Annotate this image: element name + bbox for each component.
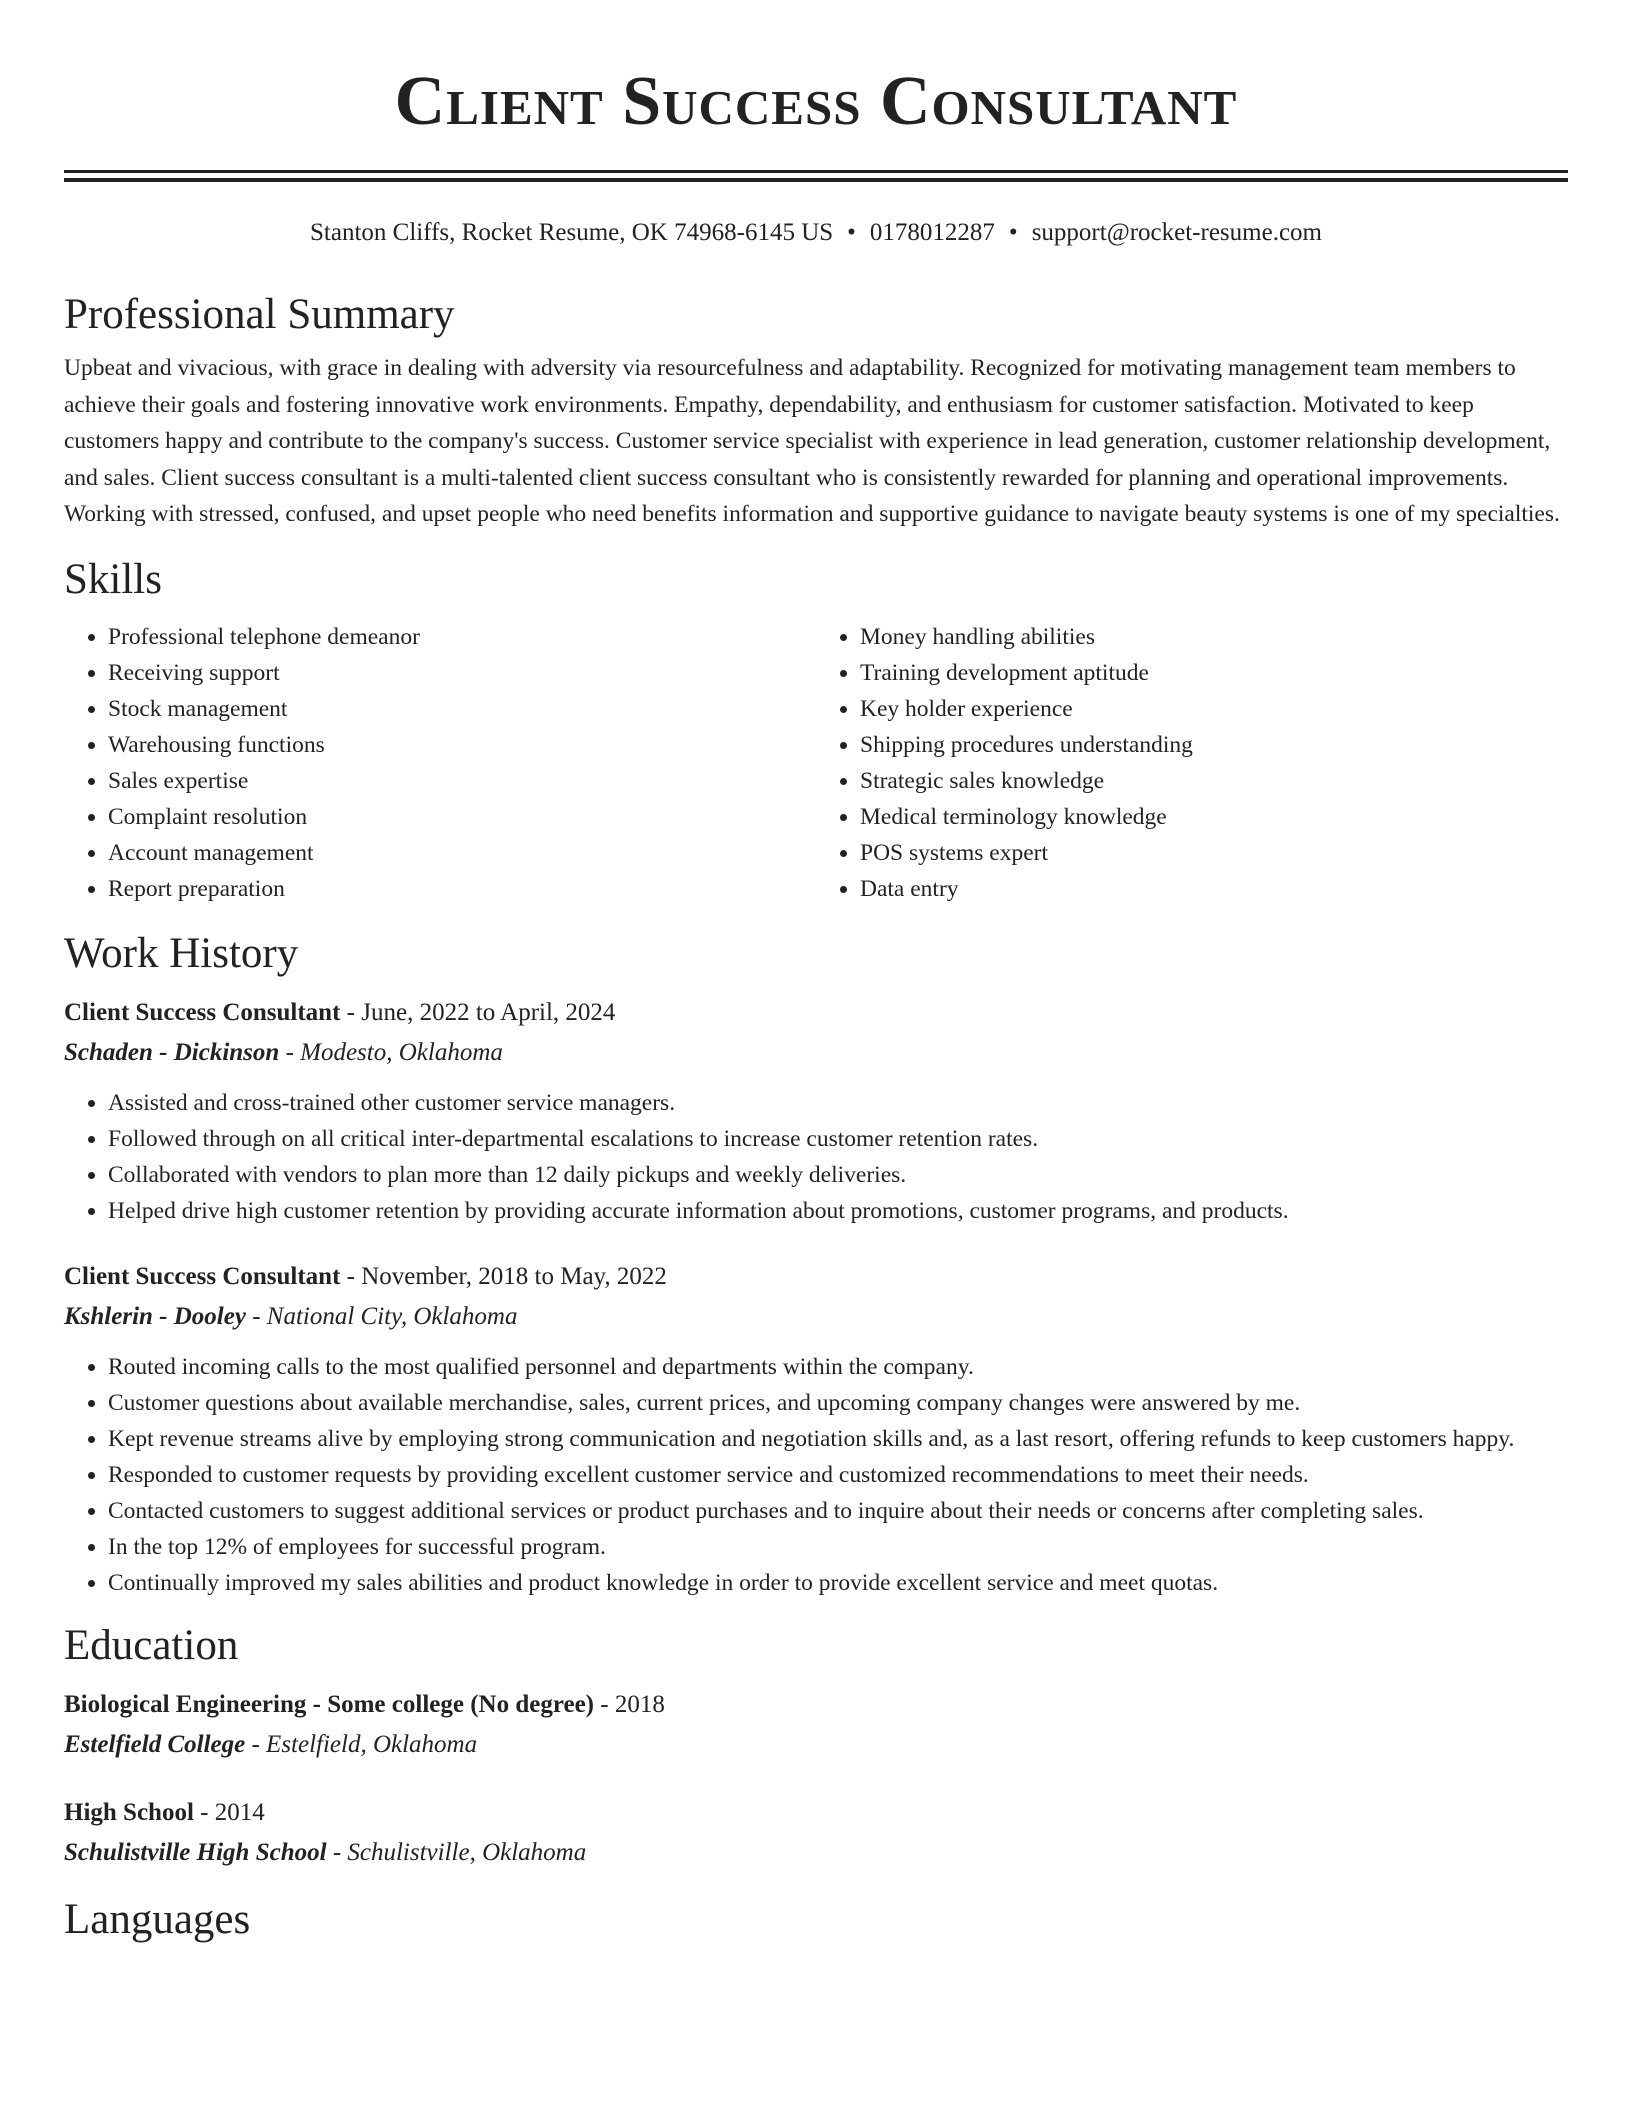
skill-item: • Professional telephone demeanor (108, 619, 816, 655)
job-bullets (64, 1085, 1568, 1229)
job-dates: - November, 2018 to May, 2022 (346, 1262, 667, 1290)
education-school-line (64, 1725, 1568, 1765)
skill-item: • Account management (108, 835, 816, 871)
job-dates: - June, 2022 to April, 2024 (346, 998, 616, 1026)
skill-item: • Strategic sales knowledge (860, 763, 1568, 799)
summary-text: Upbeat and vivacious, with grace in dealing with adversity via resourcefulness and adaptability. Recognized for motivating management team members to achieve their goals and fostering innovative work environments. Empathy, dependability, and enthusiasm for customer satisfaction. Motivated to keep customers happy and contribute to the company's success. Customer service specialist with experience in lead generation, customer relationship development, and sales. Client success consultant is a multi-talented client success consultant who is consistently rewarded for planning and operational improvements. Working with stressed, confused, and upset people who need benefits information and supportive guidance to navigate beauty systems is one of my specialties. (64, 355, 1560, 527)
job-entry (64, 1257, 1568, 1601)
work-history-section (64, 929, 1568, 1601)
contact-line (64, 218, 1568, 248)
skills-section (64, 555, 1568, 907)
education-section (64, 1621, 1568, 1873)
education-school-line (64, 1833, 1568, 1873)
job-entry (64, 993, 1568, 1229)
education-location: - Estelfield, Oklahoma (251, 1730, 478, 1758)
summary-heading: Professional Summary (64, 291, 455, 338)
contact-address: Stanton Cliffs, Rocket Resume, OK 74968-6145 US (310, 219, 834, 246)
education-entry (64, 1793, 1568, 1873)
contact-separator: • (847, 219, 856, 246)
education-school: Schulistville High School (64, 1838, 327, 1866)
job-bullet: • Kept revenue streams alive by employing strong communication and negotiation skills and, as a last resort, offering refunds to keep customers happy. (108, 1421, 1568, 1457)
skill-item: • Training development aptitude (860, 655, 1568, 691)
skills-list-left (64, 619, 816, 907)
skill-item: • Stock management (108, 691, 816, 727)
skill-item: • Report preparation (108, 871, 816, 907)
job-employer-line (64, 1297, 1568, 1337)
job-bullet: • In the top 12% of employees for successful program. (108, 1529, 1568, 1565)
summary-section (64, 290, 1568, 533)
resume-title: Client Success Consultant (394, 63, 1238, 140)
education-year: - 2014 (200, 1798, 265, 1826)
education-degree: Biological Engineering - Some college (No degree) (64, 1690, 594, 1718)
job-employer-line (64, 1033, 1568, 1073)
skill-item: • Sales expertise (108, 763, 816, 799)
title-divider (64, 170, 1568, 182)
education-degree: High School (64, 1798, 194, 1826)
job-title-line (64, 993, 1568, 1033)
skills-columns (64, 619, 1568, 907)
languages-section (64, 1895, 1568, 1945)
work-history-heading: Work History (64, 929, 299, 977)
education-year: - 2018 (600, 1690, 665, 1718)
job-location: - Modesto, Oklahoma (285, 1038, 503, 1066)
skill-item: • Warehousing functions (108, 727, 816, 763)
job-bullet: • Assisted and cross-trained other customer service managers. (108, 1085, 1568, 1121)
job-bullet: • Helped drive high customer retention by providing accurate information about promotions, customer programs, and products. (108, 1193, 1568, 1229)
job-bullet: • Customer questions about available merchandise, sales, current prices, and upcoming company changes were answered by me. (108, 1385, 1568, 1421)
skills-list-right (816, 619, 1568, 907)
education-school: Estelfield College (64, 1730, 246, 1758)
job-title: Client Success Consultant (64, 1262, 341, 1290)
skill-item: • Medical terminology knowledge (860, 799, 1568, 835)
education-degree-line (64, 1685, 1568, 1725)
job-bullet: • Followed through on all critical inter-departmental escalations to increase customer retention rates. (108, 1121, 1568, 1157)
skills-heading: Skills (64, 555, 162, 603)
skill-item: • POS systems expert (860, 835, 1568, 871)
education-location: - Schulistville, Oklahoma (332, 1838, 587, 1866)
skill-item: • Complaint resolution (108, 799, 816, 835)
contact-email[interactable]: support@rocket-resume.com (1031, 219, 1322, 246)
job-company: Kshlerin - Dooley (64, 1302, 246, 1330)
job-bullet: • Responded to customer requests by providing excellent customer service and customized recommendations to meet their needs. (108, 1457, 1568, 1493)
education-degree-line (64, 1793, 1568, 1833)
contact-separator: • (1008, 219, 1018, 246)
skill-item: • Shipping procedures understanding (860, 727, 1568, 763)
education-entry (64, 1685, 1568, 1765)
skill-item: • Data entry (860, 871, 1568, 907)
contact-phone: 0178012287 (869, 219, 995, 246)
skill-item: • Key holder experience (860, 691, 1568, 727)
job-bullet: • Continually improved my sales abilities and product knowledge in order to provide excellent service and meet quotas. (108, 1565, 1568, 1601)
skill-item: • Receiving support (108, 655, 816, 691)
job-title: Client Success Consultant (64, 998, 341, 1026)
languages-heading: Languages (64, 1895, 251, 1943)
job-title-line (64, 1257, 1568, 1297)
job-bullet: • Contacted customers to suggest additional services or product purchases and to inquire about their needs or concerns after completing sales. (108, 1493, 1568, 1529)
education-heading: Education (64, 1621, 239, 1669)
job-location: - National City, Oklahoma (252, 1302, 518, 1330)
skill-item: • Money handling abilities (860, 619, 1568, 655)
job-company: Schaden - Dickinson (64, 1038, 280, 1066)
job-bullets (64, 1349, 1568, 1601)
job-bullet: • Routed incoming calls to the most qualified personnel and departments within the company. (108, 1349, 1568, 1385)
job-bullet: • Collaborated with vendors to plan more than 12 daily pickups and weekly deliveries. (108, 1157, 1568, 1193)
